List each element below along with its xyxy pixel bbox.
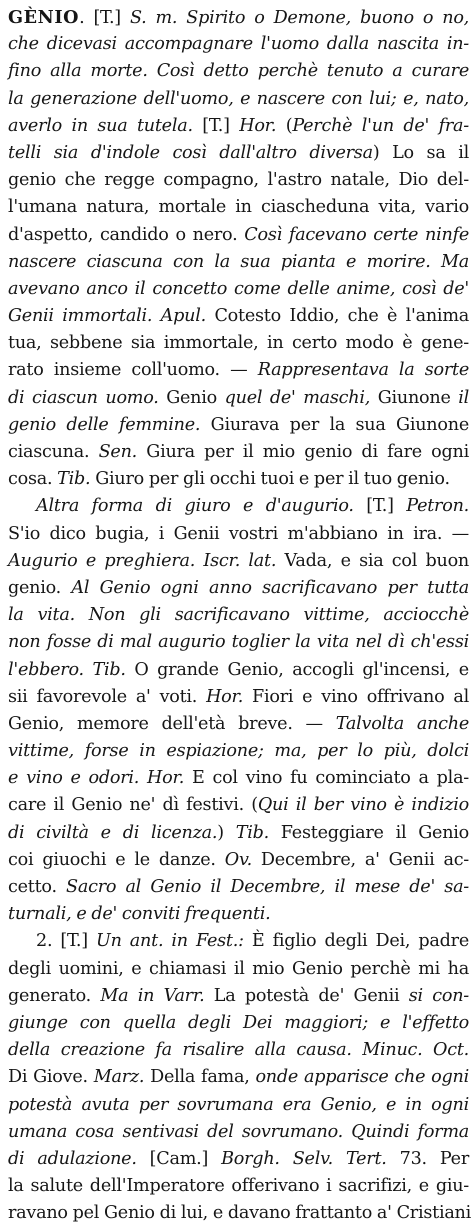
text-segment: Talvolta anche [335,713,470,734]
text-segment: tua, sebbene sia immortale, in certo modo è gene- [8,333,469,354]
text-segment: la generazione dell'uomo, e nascere con lui; e, nato, [8,88,469,109]
text-segment: Tib. [235,822,269,843]
text-line [8,684,469,711]
text-segment: di adulazione. [8,1148,137,1169]
text-line [8,1037,469,1064]
text-line [8,140,469,167]
text-segment: rato insieme coll'uomo. — [8,360,258,381]
text-segment: potestà avuta per sovrumana era Genio, e in ogni [8,1094,469,1115]
text-segment: Rappresentava la sorte [257,360,470,381]
text-segment: Giura per il mio genio di fare ogni [137,442,469,462]
text-segment: [Cam.] [136,1148,222,1169]
text-segment: 2. [T.] [36,931,97,952]
text-line [8,86,469,113]
text-segment: della creazione fa risalire alla causa. Minuc. Oct. [8,1040,469,1061]
text-segment: S'io dico bugia, i Genii vostri m'abbiano in ira. — [8,523,469,544]
text-segment: Genio, memore dell'età breve. — [8,713,336,734]
text-segment: Cotesto Iddio, che è l'anima [205,306,469,327]
text-segment: si con- [408,985,469,1006]
text-segment: averlo in sua tutela. [8,115,193,136]
text-line [8,1200,472,1227]
text-segment: di civiltà e di licenza. [8,822,218,843]
text-line [8,711,469,738]
text-segment: Decembre, a' Genii ac- [251,849,470,870]
text-line [8,1092,469,1119]
text-line [8,466,469,493]
text-segment: degli uomini, e chiamasi il mio Genio perchè mi ha [8,958,469,979]
text-segment: Qui il ber vino è indizio [257,795,470,816]
text-segment: ) [217,822,236,843]
text-segment: Borgh. Selv. Tert. [221,1148,387,1169]
text-segment: ( [276,115,293,136]
text-segment: cetto. [8,877,67,897]
text-segment: Petron. [406,496,469,517]
text-line [8,575,469,602]
text-segment: Sacro al Genio il Decembre, il mese de' sa- [66,877,470,897]
text-segment: il [458,387,470,408]
text-line [8,629,469,656]
text-segment: la salute dell'Imperatore offerivano i sacrifizi, e giu- [8,1176,469,1197]
text-segment: genio delle femmine. [8,414,201,435]
text-segment: Hor. [239,115,277,136]
text-line [8,222,469,249]
text-segment: Vada, e sia col buon [276,550,469,571]
text-line [8,276,469,303]
text-line [8,847,469,874]
text-segment: È figlio degli Dei, padre [243,931,469,952]
text-segment: 73. Per [386,1148,469,1169]
text-segment: l'ebbero. Tib. [8,659,126,680]
text-line [8,1064,469,1091]
text-line [8,548,469,575]
text-segment: Al Genio ogni anno sacrificavano per tutta [71,577,469,598]
text-segment: l'umana natura, mortale in ciascheduna vita, vario [8,197,469,218]
text-segment: telli sia d'indole così dall'altro diversa [8,142,373,163]
text-segment: Genii immortali. Apul. [8,306,206,327]
text-segment: nascere ciascuna con la sua pianta e morire. Ma [8,251,469,272]
text-segment: Genio [158,387,225,408]
text-segment: [T.] [353,496,407,517]
dictionary-entry-genio [8,4,472,1227]
text-segment: Perchè l'un de' fra- [292,115,469,136]
text-line [8,521,469,548]
text-segment: genio che regge compagno, l'astro natale, Dio del- [8,170,469,191]
text-line [8,820,469,847]
text-line [8,113,469,140]
text-line [8,385,469,412]
text-line [8,357,469,384]
text-line [8,194,469,221]
text-segment: Di Giove. [8,1067,94,1088]
text-segment: sii favorevole a' voti. [8,686,207,707]
text-segment: avevano anco il concetto come delle anime, così de' [8,278,469,299]
text-segment: ) Lo sa il [372,142,469,163]
text-segment: Sen. [98,442,137,462]
text-segment: la vita. Non gli sacrificavano vittime, acciocchè [8,605,469,626]
text-segment: umana cosa sentivasi del sovrumano. Quindi forma [8,1121,469,1142]
text-segment: Un ant. in Fest.: [96,931,244,952]
text-segment: fino alla morte. Così detto perchè tenuto a curare [8,61,469,82]
text-segment: Della fama, [144,1067,256,1088]
text-segment: E col vino fu cominciato a pla- [184,768,469,789]
text-line [8,657,469,684]
text-segment: che dicevasi accompagnare l'uomo dalla nascita in- [8,34,469,55]
text-segment: non fosse di mal augurio toglier la vita nel dì ch'essi [8,632,469,653]
text-segment: Giuro per gli occhi tuoi e per il tuo genio. [90,469,450,490]
text-segment: Ov. [224,849,252,870]
text-segment: ciascuna. [8,442,99,462]
text-segment: La potestà de' Genii [204,985,409,1006]
text-segment: Altra forma di giuro e d'augurio. [36,496,354,517]
text-segment: e vino e odori. Hor. [8,768,185,789]
text-line [8,792,469,819]
text-segment: Hor. [206,686,244,707]
text-segment: [T.] [192,115,240,136]
text-segment: Augurio e preghiera. Iscr. lat. [8,550,277,571]
text-line [8,602,469,629]
text-line [8,493,469,520]
text-segment: Giurava per la sua Giunone [200,414,469,435]
text-segment: vittime, forse in espiazione; ma, per lo più, dolci [8,741,469,762]
text-line [8,765,469,792]
text-line [8,956,469,983]
text-line [8,167,469,194]
text-segment: Festeggiare il Genio [268,822,469,843]
text-line [8,928,469,955]
text-line [8,249,469,276]
text-line [8,303,469,330]
text-line [8,58,469,85]
headword: GÈNIO [8,7,80,28]
text-segment: di ciascun uomo. [8,387,159,408]
text-line [8,412,469,439]
text-segment: quel de' maschi, [224,387,371,408]
text-segment: O grande Genio, accogli gl'incensi, e [125,659,469,680]
text-line [8,874,469,901]
text-line [8,330,469,357]
text-segment: turnali, e de' conviti frequenti. [8,904,271,925]
text-segment: Così facevano certe ninfe [244,224,470,245]
text-line [8,738,469,765]
text-segment: cosa. [8,469,58,490]
text-line [8,1173,469,1200]
text-line [8,31,469,58]
text-line [8,983,469,1010]
text-segment: Fiori e vino offrivano al [243,686,470,707]
text-segment: onde apparisce che ogni [255,1067,469,1088]
text-line [8,901,469,928]
text-segment: generato. [8,985,101,1006]
text-segment: d'aspetto, candido o nero. [8,224,245,245]
text-segment: Marz. [93,1067,145,1088]
text-segment: ravano pel Genio di lui, e davano frattanto a' Cristiani [8,1203,472,1224]
text-segment: giunge con quella degli Dei maggiori; e l'effetto [8,1012,469,1033]
text-segment: Giunone [370,387,459,408]
text-segment: genio. [8,577,72,598]
text-segment: Tib. [57,469,91,490]
text-line [8,1146,469,1173]
text-segment: S. m. Spirito o Demone, buono o no, [129,8,470,28]
text-segment: . [T.] [79,8,130,28]
text-line [8,4,469,31]
text-segment: Ma in Varr. [100,985,205,1006]
text-segment: care il Genio ne' dì festivi. ( [8,795,258,816]
text-line [8,439,469,466]
text-line [8,1119,469,1146]
text-segment: coi giuochi e le danze. [8,849,225,870]
text-line [8,1010,469,1037]
